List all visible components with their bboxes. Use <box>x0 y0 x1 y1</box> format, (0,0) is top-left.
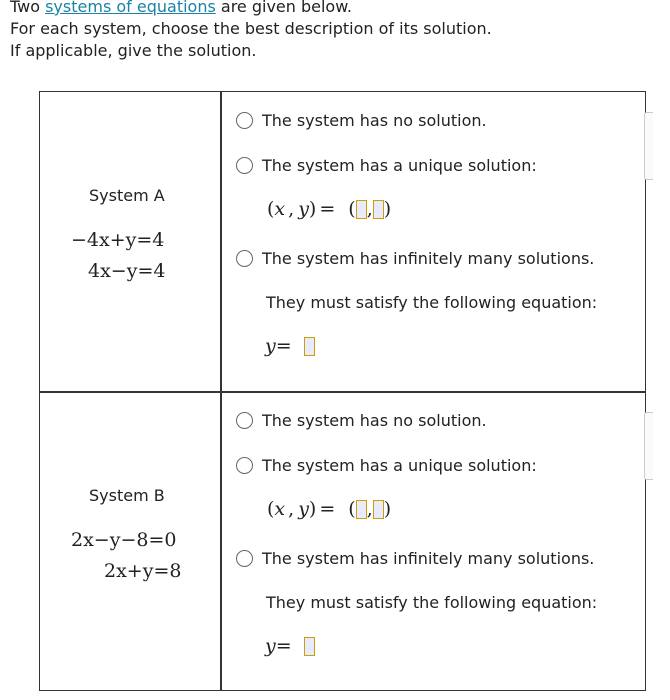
option-label: The system has a unique solution: <box>262 156 537 175</box>
math-symbol: ) <box>308 498 317 520</box>
system-a-no-solution-option[interactable] <box>236 111 487 130</box>
instructions-text: are given below. <box>215 0 352 16</box>
system-b-unique-solution-option[interactable] <box>236 456 537 475</box>
option-label: The system has no solution. <box>262 411 487 430</box>
math-symbol: ) <box>308 198 317 220</box>
instructions <box>10 0 492 62</box>
system-a-infinite-solutions-option[interactable] <box>236 249 594 268</box>
radio-button[interactable] <box>236 412 253 429</box>
system-b-satisfy-note: They must satisfy the following equation: <box>266 593 598 612</box>
row-divider <box>40 391 645 393</box>
system-b-x-input[interactable] <box>356 500 367 519</box>
systems-table <box>39 91 646 691</box>
instructions-line-2: For each system, choose the best description of its solution. <box>10 19 492 38</box>
system-a-equation-1: −4x+y=4 <box>71 229 165 251</box>
math-symbol: y= <box>265 335 292 357</box>
radio-button[interactable] <box>236 112 253 129</box>
system-a-y-equation-input[interactable] <box>304 337 315 356</box>
math-symbol: y= <box>265 635 292 657</box>
system-b-label: System B <box>89 486 165 505</box>
systems-of-equations-link[interactable]: systems of equations <box>45 0 216 16</box>
instructions-text: Two <box>10 0 46 16</box>
system-b-y-input[interactable] <box>373 500 384 519</box>
radio-button[interactable] <box>236 457 253 474</box>
system-a-y-equation <box>265 335 315 357</box>
math-symbol: x <box>274 498 286 520</box>
math-symbol: ( <box>348 198 356 220</box>
system-a-x-input[interactable] <box>356 200 367 219</box>
math-symbol: , <box>288 498 295 520</box>
math-symbol: , <box>366 498 373 520</box>
side-tab[interactable] <box>644 112 653 180</box>
system-b-xy-answer <box>267 498 391 520</box>
instructions-line-3: If applicable, give the solution. <box>10 41 257 60</box>
math-symbol: x <box>274 198 286 220</box>
math-symbol: ( <box>348 498 356 520</box>
system-a-y-input[interactable] <box>373 200 384 219</box>
radio-button[interactable] <box>236 550 253 567</box>
math-symbol: y <box>298 498 309 520</box>
math-symbol: = <box>319 498 336 520</box>
instructions-line-1 <box>10 0 492 18</box>
math-symbol: , <box>288 198 295 220</box>
system-a-xy-answer <box>267 198 391 220</box>
system-b-infinite-solutions-option[interactable] <box>236 549 594 568</box>
system-a-satisfy-note: They must satisfy the following equation: <box>266 293 598 312</box>
system-a-equation-2: 4x−y=4 <box>88 260 166 282</box>
side-tab[interactable] <box>644 412 653 480</box>
option-label: The system has a unique solution: <box>262 456 537 475</box>
system-a-label: System A <box>89 186 165 205</box>
math-symbol: ) <box>383 198 392 220</box>
option-label: The system has no solution. <box>262 111 487 130</box>
system-b-equation-1: 2x−y−8=0 <box>71 529 177 551</box>
system-a-unique-solution-option[interactable] <box>236 156 537 175</box>
radio-button[interactable] <box>236 157 253 174</box>
math-symbol: ) <box>383 498 392 520</box>
math-symbol: , <box>366 198 373 220</box>
option-label: The system has infinitely many solutions. <box>262 549 595 568</box>
math-symbol: ( <box>267 498 275 520</box>
math-symbol: ( <box>267 198 275 220</box>
system-b-y-equation-input[interactable] <box>304 637 315 656</box>
radio-button[interactable] <box>236 250 253 267</box>
math-symbol: y <box>298 198 309 220</box>
math-symbol: = <box>319 198 336 220</box>
system-b-equation-2: 2x+y=8 <box>104 560 182 582</box>
system-b-no-solution-option[interactable] <box>236 411 487 430</box>
option-label: The system has infinitely many solutions. <box>262 249 595 268</box>
system-b-y-equation <box>265 635 315 657</box>
